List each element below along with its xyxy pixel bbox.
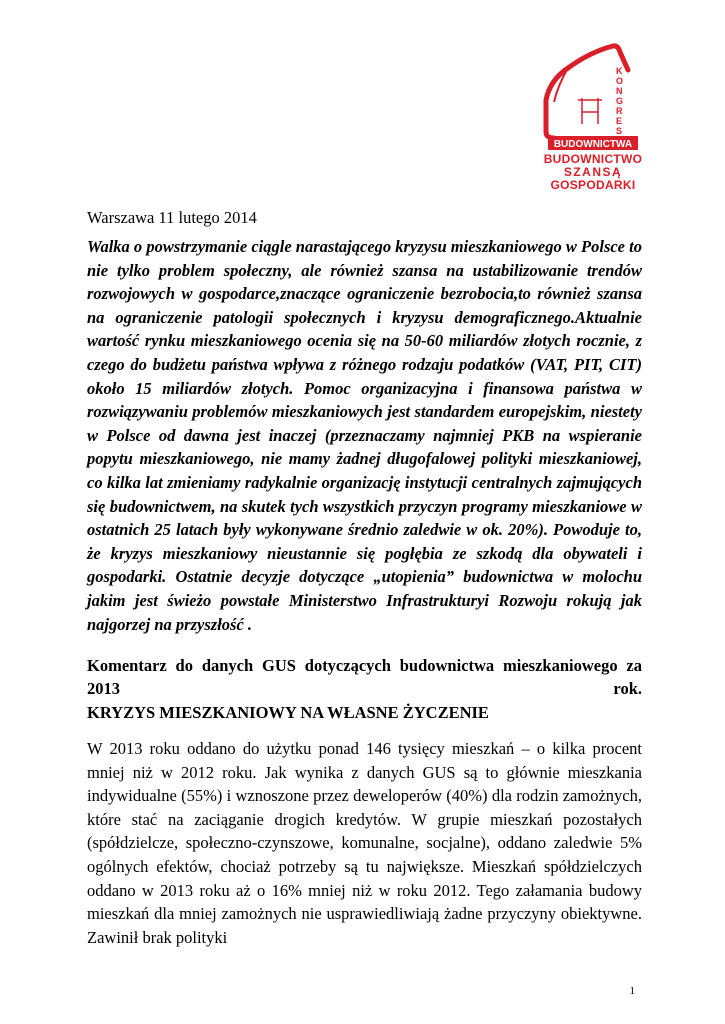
document-date: Warszawa 11 lutego 2014 [87, 208, 257, 227]
heading-rok: rok. [613, 679, 642, 698]
svg-text:E: E [616, 116, 623, 126]
tagline-line-3: GOSPODARKI [550, 178, 636, 192]
tagline-line-2: SZANSĄ [563, 165, 623, 179]
svg-text:S: S [616, 126, 623, 136]
svg-text:K: K [616, 66, 623, 76]
heading-year: 2013 [87, 679, 120, 698]
section-title: KRYZYS MIESZKANIOWY NA WŁASNE ŻYCZENIE [87, 703, 489, 722]
svg-text:R: R [616, 106, 623, 116]
kongres-budownictwa-logo [528, 40, 658, 200]
comment-heading: Komentarz do danych GUS dotyczących budownictwa mieszkaniowego za [87, 656, 642, 675]
kongres-vertical-text [616, 66, 623, 136]
svg-text:O: O [616, 76, 624, 86]
page-number: 1 [629, 985, 635, 997]
house-roof-icon [528, 40, 658, 152]
body-paragraph: W 2013 roku oddano do użytku ponad 146 tysięcy mieszkań – o kilka procent mniej niż w 2012 roku. Jak wynika z danych GUS są to głównie mieszkania indywidualne (55%) i wznoszone przez deweloperów (40%) dla rodzin zamożnych, które stać na zaciąganie drogich kredytów. W grupie mieszkań pozostałych (spółdzielcze, społeczno-czynszowe, komunalne, socjalne), oddano zaledwie 5% ogólnych efektów, chociaż potrzeby są tu największe. Mieszkań spółdzielczych oddano w 2013 roku aż o 16% mniej niż w roku 2012. Tego załamania budowy mieszkań dla mniej zamożnych nie usprawiedliwiają żadne przyczyny obiektywne. Zawinił brak polityki [87, 739, 642, 947]
svg-text:G: G [616, 96, 624, 106]
svg-text:N: N [616, 86, 623, 96]
banner-text: BUDOWNICTWA [553, 139, 633, 150]
tagline-line-1: BUDOWNICTWO [543, 152, 643, 166]
lead-paragraph: Walka o powstrzymanie ciągle narastającego kryzysu mieszkaniowego w Polsce to nie tylko problem społeczny, ale również szansa na ustabilizowanie trendów rozwojowych w gospodarce,znaczące ograniczenie bezrobocia,to również szansa na ograniczenie patologii społecznych i kryzysu demograficznego.Aktualnie wartość rynku mieszkaniowego ocenia się na 50-60 miliardów złotych rocznie, z czego do budżetu państwa wpływa z różnego rodzaju podatków (VAT, PIT, CIT) około 15 miliardów złotych. Pomoc organizacyjna i finansowa państwa w rozwiązywaniu problemów mieszkaniowych jest standardem europejskim, niestety w Polsce od dawna jest inaczej (przeznaczamy najmniej PKB na wspieranie popytu mieszkaniowego, nie mamy żadnej długofalowej polityki mieszkaniowej, co kilka lat zmieniamy radykalnie organizację instytucji centralnych zajmujących się budownictwem, na skutek tych wszystkich przyczyn programy mieszkaniowe w ostatnich 25 latach były wykonywane średnio zaledwie w ok. 20%). Powoduje to, że kryzys mieszkaniowy nieustannie się pogłębia ze szkodą dla obywateli i gospodarki. Ostatnie decyzje dotyczące „utopienia” budownictwa w molochu jakim jest świeżo powstałe Ministerstwo Infrastrukturyi Rozwoju rokują jak najgorzej na przyszłość . [87, 237, 642, 634]
